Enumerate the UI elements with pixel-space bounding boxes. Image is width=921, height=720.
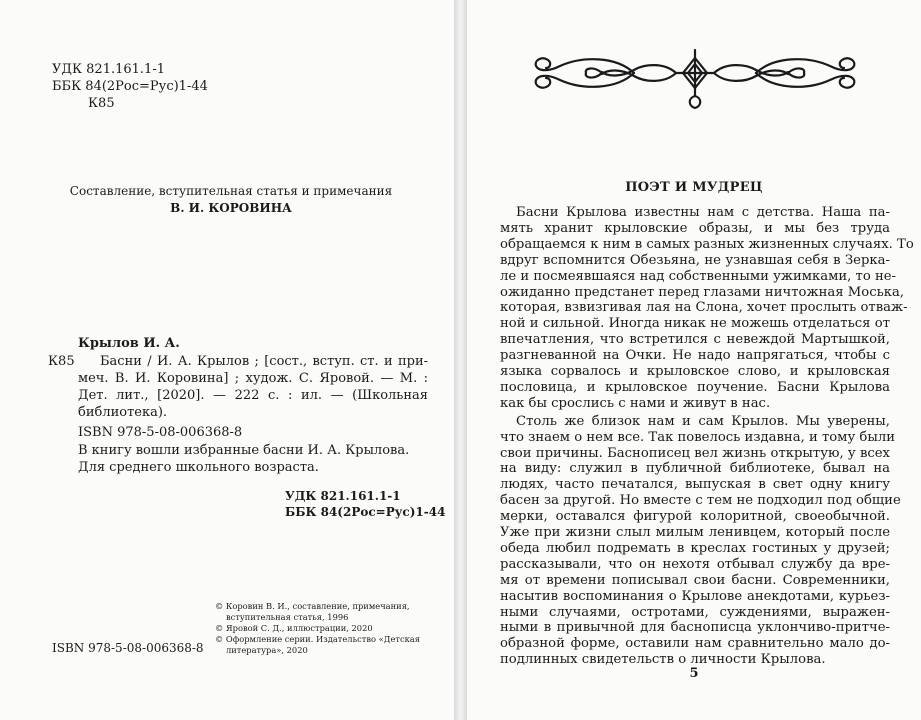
text-line: разгневанной на Очки. Не надо напрягаться, чтобы с [500,348,890,364]
text-line: пословица, и крыловское поучение. Басни Крылова [500,379,890,395]
text-line: ле и посмеявшаяся над собственными ужимками, то не- [500,268,897,284]
ornament-divider-icon [524,46,867,116]
text-line: ными случаями, остротами, суждениями, выражен- [500,604,890,620]
text-line: обеда любил подремать в креслах гостиных у друзей; [500,540,890,556]
book-gutter [454,0,467,720]
text-line: насытив воспоминания о Крылове анекдотами, курьез- [500,588,890,604]
copyright-line: вступительная статья, 1996 [226,612,349,622]
compiler-line: Составление, вступительная статья и примечания [69,184,393,198]
page-number: 5 [689,666,699,681]
catalog-line: меч. В. И. Коровина] ; худож. С. Яровой. — М. : [78,371,428,386]
catalog-isbn: ISBN 978-5-08-006368-8 [78,425,243,440]
text-line: которая, взвизгивая лая на Слона, хочет прослыть отваж- [500,300,908,316]
text-line: вдруг вспомнится Обезьяна, не узнавшая себя в Зерка- [500,252,890,268]
author-sign-header: К85 [88,96,115,111]
text-line: как бы срослись с нами и живут в нас. [500,395,771,411]
text-line: басен за другой. Но вместе с тем не подходил под общие [500,493,901,509]
text-line: языка сорвалось и крыловское слово, и крыловская [500,364,890,379]
catalog-author-sign: К85 [48,354,75,369]
annotation-line: В книгу вошли избранные басни И. А. Крылова. [78,443,410,458]
text-line: ожиданно предстанет перед глазами ничтожная Моська, [500,284,905,300]
text-line: ной и сильной. Иногда никак не можешь отделаться от [500,316,890,332]
text-line: Басни Крылова известны нам с детства. Наша па- [516,205,890,220]
text-line: людях, часто печатался, выпуская в свет одну книгу [500,477,890,493]
copyright-line: © Яровой С. Д., иллюстрации, 2020 [215,623,373,633]
copyright-line: © Коровин В. И., составление, примечания, [215,601,410,611]
compiler-name: В. И. КОРОВИНА [170,201,292,215]
catalog-author-heading: Крылов И. А. [78,336,180,351]
text-line: Столь же близок нам и сам Крылов. Мы уверены, [516,413,890,429]
text-line: подлинных свидетельств о личности Крылова. [500,652,826,668]
text-line: Уже при жизни слыл милым ленивцем, который после [500,525,890,540]
text-line: мя от времени пописывал свои басни. Современники, [500,572,890,588]
right-page [467,0,921,720]
text-line: обращаемся к ним в самых разных жизненных случаях. То [500,236,914,252]
text-line: на виду: служил в публичной библиотеке, бывал на [500,461,890,477]
text-line: мять хранит крыловские образы, и мы без труда [500,220,890,236]
text-line: что знаем о нем все. Так повелось издавна, и тому были [500,429,895,445]
text-line: свои причины. Баснописец вел жизнь открытую, у всех [500,445,890,461]
text-line: впечатления, что встретился с невеждой Мартышкой, [500,332,890,348]
copyright-line: © Оформление серии. Издательство «Детская [215,634,420,644]
udk-header: УДК 821.161.1-1 [52,62,165,77]
text-line: рассказывали, что он нехотя отбывал службу да вре- [500,556,890,572]
chapter-title: ПОЭТ И МУДРЕЦ [625,180,763,195]
catalog-bbk: ББК 84(2Рос=Рус)1-44 [285,505,446,519]
catalog-line: Дет. лит., [2020]. — 222 с. : ил. — (Школьная [78,388,428,403]
catalog-line: библиотека). [78,405,168,420]
copyright-line: литература», 2020 [226,645,308,655]
text-line: образной форме, оставили нам сравнительно мало до- [500,636,890,652]
catalog-udk: УДК 821.161.1-1 [285,489,401,503]
text-line: мерки, оставался фигурой колоритной, своеобычной. [500,509,890,525]
bbk-header: ББК 84(2Рос=Рус)1-44 [52,79,208,94]
isbn-bottom: ISBN 978-5-08-006368-8 [52,641,204,655]
catalog-line: Басни / И. А. Крылов ; [сост., вступ. ст. и при- [100,354,428,369]
annotation-line: Для среднего школьного возраста. [78,460,319,475]
text-line: ными в привычной для баснописца уклончиво-притче- [500,620,890,636]
left-page [0,0,454,720]
